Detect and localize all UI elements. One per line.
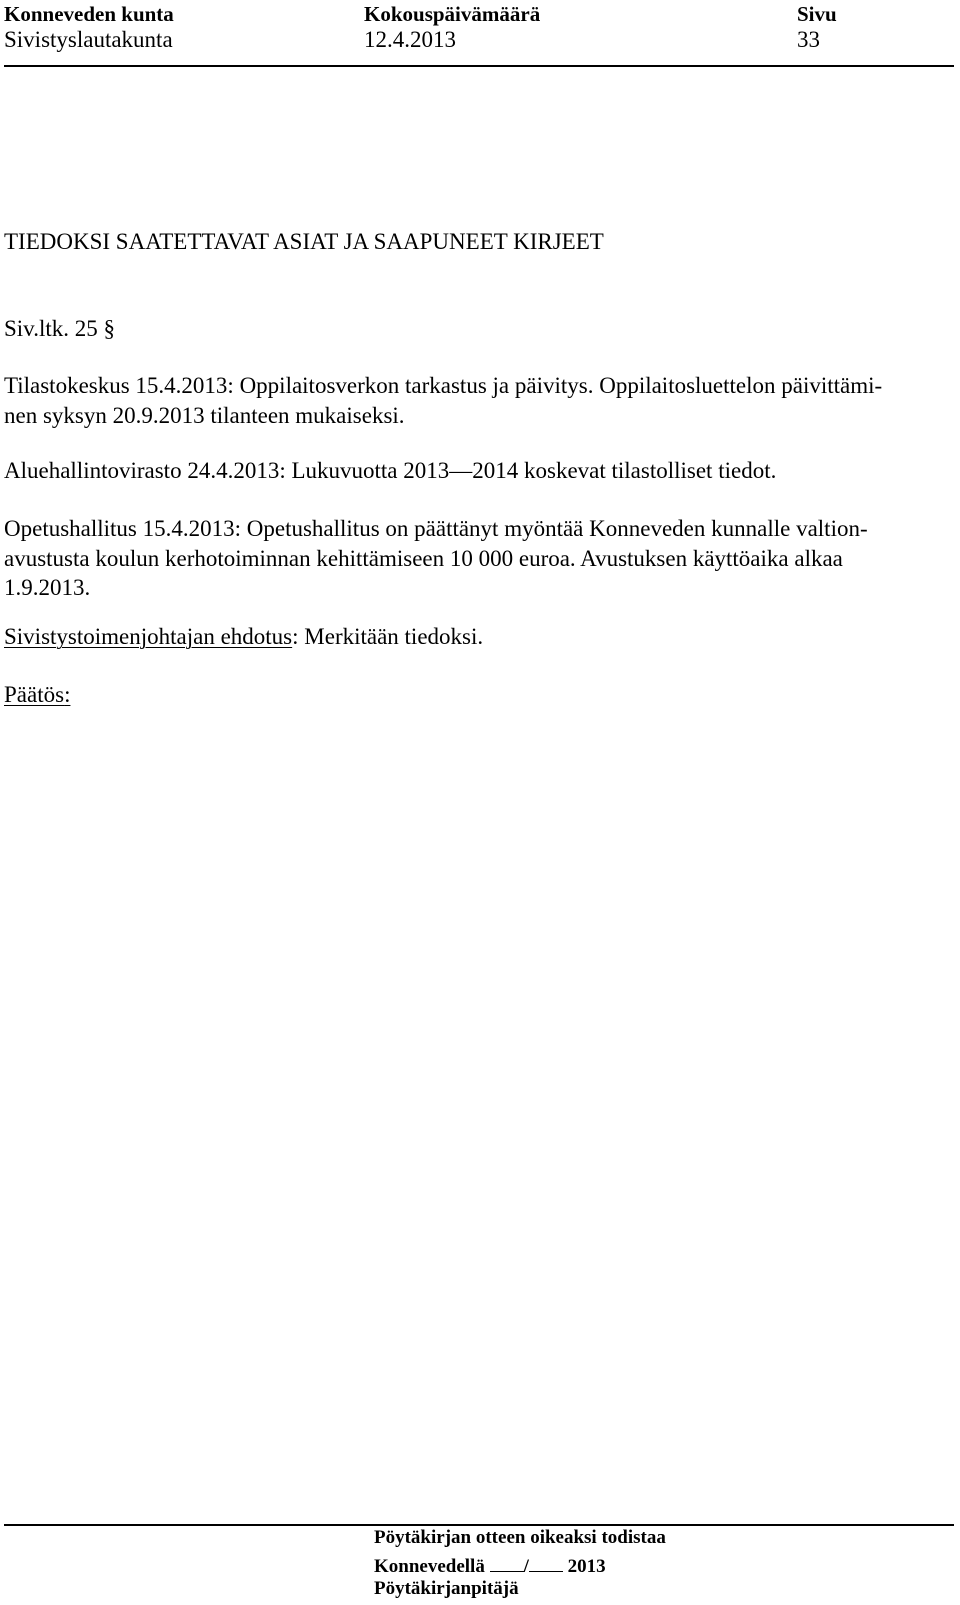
meeting-date: 12.4.2013	[364, 27, 456, 52]
notice-item	[4, 456, 944, 486]
notice-item-line: Opetushallitus 15.4.2013: Opetushallitus on päättänyt myöntää Konneveden kunnalle valtion-	[4, 516, 868, 541]
page-number: 33	[797, 27, 820, 52]
certification-year: 2013	[567, 1556, 606, 1577]
day-blank	[490, 1553, 524, 1572]
section-reference	[4, 315, 115, 342]
date-separator: /	[523, 1556, 529, 1577]
certification-place: Konnevedellä	[374, 1556, 485, 1577]
notice-item-line: Tilastokeskus 15.4.2013: Oppilaitosverkon tarkastus ja päivitys. Oppilaitosluettelon päivittämi-	[4, 373, 883, 398]
notice-item-line: nen syksyn 20.9.2013 tilanteen mukaiseksi.	[4, 402, 405, 428]
footer-divider	[4, 1524, 954, 1526]
notice-item	[4, 514, 944, 603]
page-label: Sivu	[797, 2, 837, 26]
municipality-label: Konneveden kunta	[4, 2, 174, 26]
section-symbol: §	[103, 316, 115, 341]
proposal	[4, 623, 483, 650]
secretary-title: Pöytäkirjanpitäjä	[374, 1578, 519, 1599]
proposal-text: : Merkitään tiedoksi.	[292, 624, 484, 649]
notice-item-line: 1.9.2013.	[4, 575, 91, 600]
decision	[4, 681, 70, 708]
notice-item-line: Aluehallintovirasto 24.4.2013: Lukuvuotta 2013—2014 koskevat tilastolliset tiedot.	[4, 458, 777, 483]
certification-text: Pöytäkirjan otteen oikeaksi todistaa	[374, 1527, 666, 1548]
page-title: TIEDOKSI SAATETTAVAT ASIAT JA SAAPUNEET KIRJEET	[4, 229, 604, 254]
notice-item	[4, 371, 944, 430]
committee-name: Sivistyslautakunta	[4, 27, 173, 52]
month-blank	[529, 1553, 563, 1572]
header-divider	[4, 65, 954, 67]
meeting-date-label: Kokouspäivämäärä	[364, 2, 541, 26]
proposal-label: Sivistystoimenjohtajan ehdotus	[4, 624, 293, 649]
certification-date-line	[374, 1553, 606, 1578]
decision-label: Päätös	[4, 682, 65, 707]
section-number: Siv.ltk. 25	[4, 316, 98, 341]
decision-colon: :	[64, 682, 71, 707]
notice-item-line: avustusta koulun kerhotoiminnan kehittämiseen 10 000 euroa. Avustuksen käyttöaika alkaa	[4, 545, 843, 571]
